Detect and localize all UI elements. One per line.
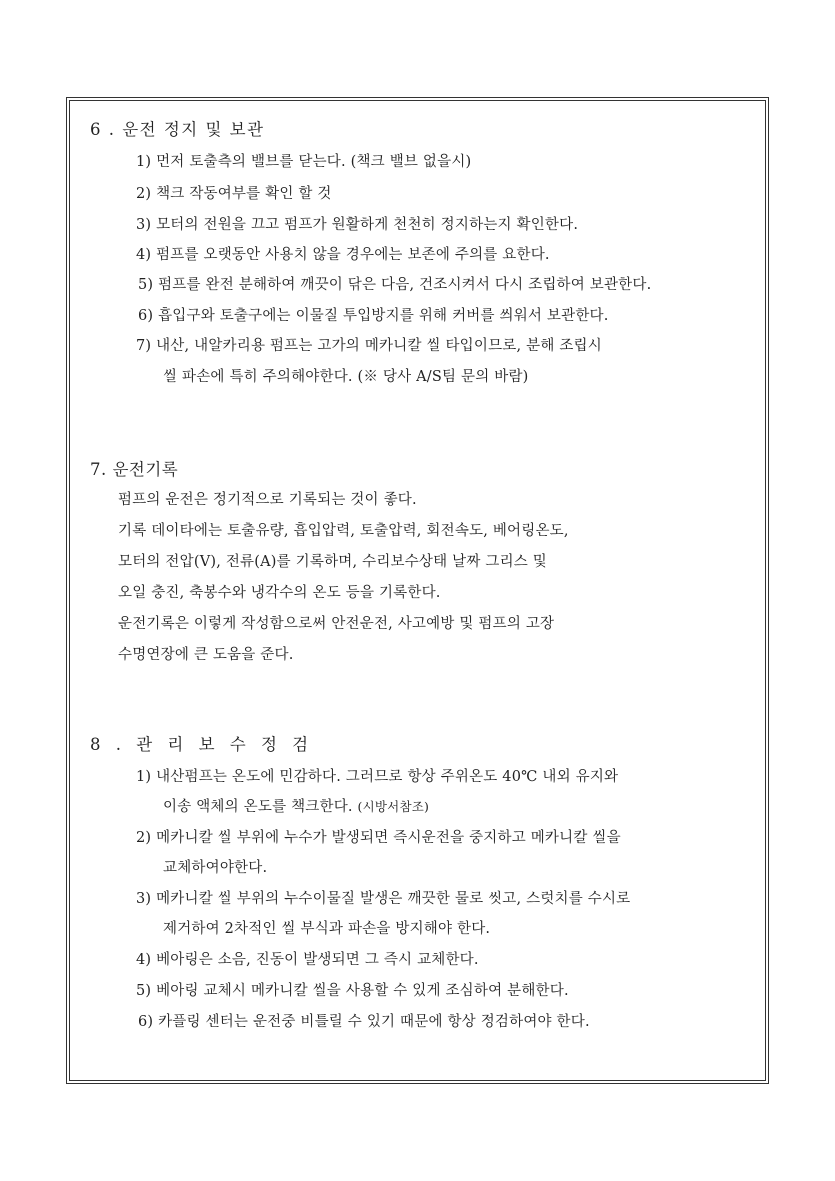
section-6-item-1: 1) 먼저 토출측의 밸브를 닫는다. (책크 밸브 없을시)	[136, 154, 472, 170]
section-8-item-6: 6) 카플링 센터는 운전중 비틀릴 수 있기 때문에 항상 정검하여야 한다.	[138, 1014, 590, 1030]
section-8-title: 8 . 관 리 보 수 정 검	[90, 735, 314, 754]
spec-reference-note: (시방서참조)	[357, 799, 430, 814]
section-6-item-2: 2) 책크 작동여부를 확인 할 것	[136, 186, 332, 202]
section-6-item-5: 5) 펌프를 완전 분해하여 깨끗이 닦은 다음, 건조시켜서 다시 조립하여 보관한다.	[138, 277, 652, 293]
section-8-item-3: 3) 메카니칼 씰 부위의 누수이물질 발생은 깨끗한 물로 씻고, 스럿치를 수시로	[136, 891, 631, 907]
section-8-item-5: 5) 베아링 교체시 메카니칼 씰을 사용할 수 있게 조심하여 분해한다.	[136, 983, 569, 999]
section-6-title: 6 . 운전 정지 및 보관	[90, 120, 265, 139]
section-7-title: 7. 운전기록	[90, 460, 179, 479]
section-6-item-7-continued: 씰 파손에 특히 주의해야한다. (※ 당사 A/S팀 문의 바람)	[163, 369, 529, 385]
section-8-item-2-continued: 교체하여야한다.	[163, 860, 268, 876]
section-8-item-3-continued: 제거하여 2차적인 씰 부식과 파손을 방지해야 한다.	[163, 921, 491, 937]
section-8-item-4: 4) 베아링은 소음, 진동이 발생되면 그 즉시 교체한다.	[136, 952, 479, 968]
section-8-item-2: 2) 메카니칼 씰 부위에 누수가 발생되면 즉시운전을 중지하고 메카니칼 씰을	[136, 830, 621, 846]
section-8-item-1-continued	[163, 798, 429, 816]
section-7-line-4: 오일 충진, 축봉수와 냉각수의 온도 등을 기록한다.	[118, 585, 441, 601]
section-8-item-1-continued-text: 이송 액체의 온도를 책크한다.	[163, 799, 353, 815]
section-6-item-3: 3) 모터의 전원을 끄고 펌프가 원활하게 천천히 정지하는지 확인한다.	[136, 217, 579, 233]
section-7-line-3: 모터의 전압(V), 전류(A)를 기록하며, 수리보수상태 날짜 그리스 및	[118, 554, 548, 570]
section-7-line-6: 수명연장에 큰 도움을 준다.	[118, 647, 294, 663]
section-7-line-5: 운전기록은 이렇게 작성함으로써 안전운전, 사고예방 및 펌프의 고장	[118, 616, 555, 632]
section-6-item-4: 4) 펌프를 오랫동안 사용치 않을 경우에는 보존에 주의를 요한다.	[136, 247, 550, 263]
section-7-line-2: 기록 데이타에는 토출유량, 흡입압력, 토출압력, 회전속도, 베어링온도,	[118, 523, 569, 539]
section-6-item-7: 7) 내산, 내알카리용 펌프는 고가의 메카니칼 씰 타입이므로, 분해 조립시	[136, 338, 602, 354]
section-6-item-6: 6) 흡입구와 토출구에는 이물질 투입방지를 위해 커버를 씌워서 보관한다.	[138, 308, 609, 324]
section-8-item-1: 1) 내산펌프는 온도에 민감하다. 그러므로 항상 주위온도 40℃ 내외 유지와	[136, 769, 619, 785]
section-7-line-1: 펌프의 운전은 정기적으로 기록되는 것이 좋다.	[118, 492, 417, 508]
